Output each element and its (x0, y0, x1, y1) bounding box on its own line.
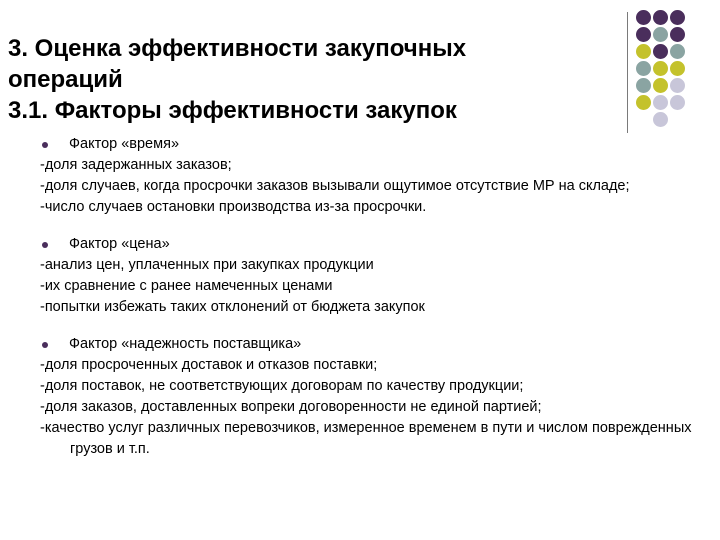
decorative-dot (670, 61, 685, 76)
factor-heading (40, 234, 712, 255)
decorative-dot (670, 95, 685, 110)
list-item: -доля поставок, не соответствующих договорам по качеству продукции; (40, 378, 524, 394)
decorative-dot (670, 44, 685, 59)
decorative-dot (653, 10, 668, 25)
list-item: -их сравнение с ранее намеченных ценами (40, 278, 333, 294)
decorative-dot (670, 27, 685, 42)
decorative-dot (653, 78, 668, 93)
bullet-icon (42, 342, 48, 348)
decorative-dot (653, 27, 668, 42)
factor-heading (40, 134, 712, 155)
factor-heading-text: Фактор «цена» (69, 236, 170, 252)
list-item: -доля просроченных доставок и отказов поставки; (40, 357, 378, 373)
factor-heading-text: Фактор «время» (69, 136, 180, 152)
factor-time-section (40, 134, 712, 218)
decorative-dot (636, 95, 651, 110)
list-item: -попытки избежать таких отклонений от бюджета закупок (40, 299, 425, 315)
slide-title (8, 33, 608, 126)
decorative-dot (653, 112, 668, 127)
title-line-2: операций (8, 66, 123, 93)
title-line-3: 3.1. Факторы эффективности закупок (8, 97, 457, 124)
list-item: -доля задержанных заказов; (40, 157, 232, 173)
list-item: -анализ цен, уплаченных при закупках продукции (40, 257, 374, 273)
decorative-dot (653, 95, 668, 110)
decorative-dot (653, 44, 668, 59)
decorative-divider (627, 12, 628, 133)
list-item: -доля случаев, когда просрочки заказов вызывали ощутимое отсутствие МР на складе; (40, 178, 630, 194)
slide-body (40, 134, 712, 460)
factor-heading (40, 334, 712, 355)
decorative-dot (653, 61, 668, 76)
factor-price-section (40, 234, 712, 318)
decorative-dot (636, 44, 651, 59)
decorative-dot (670, 10, 685, 25)
list-item: -качество услуг различных перевозчиков, измеренное временем в пути и числом поврежденных грузов и т.п. (40, 420, 692, 457)
decorative-dot (670, 78, 685, 93)
decorative-dot (636, 78, 651, 93)
list-item: -доля заказов, доставленных вопреки договоренности не единой партией; (40, 399, 542, 415)
title-line-1: 3. Оценка эффективности закупочных (8, 35, 467, 62)
decorative-dot (636, 10, 651, 25)
bullet-icon (42, 242, 48, 248)
factor-heading-text: Фактор «надежность поставщика» (69, 336, 302, 352)
list-item: -число случаев остановки производства из-за просрочки. (40, 199, 427, 215)
bullet-icon (42, 142, 48, 148)
decorative-dot (636, 27, 651, 42)
factor-reliability-section (40, 334, 712, 460)
decorative-dot-grid (636, 10, 712, 120)
decorative-dot (636, 61, 651, 76)
